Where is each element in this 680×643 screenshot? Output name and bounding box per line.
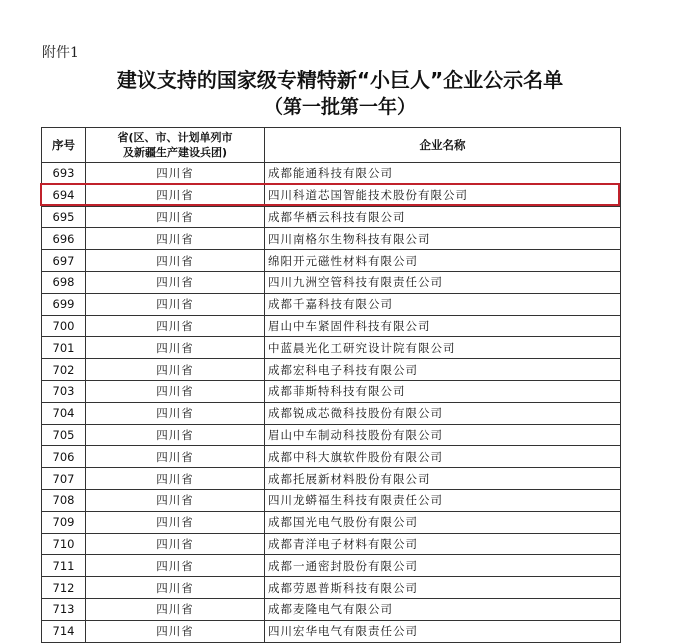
table-row [42, 620, 621, 642]
row-province: 四川省 [86, 359, 265, 381]
table-row [42, 555, 621, 577]
table-row [42, 293, 621, 315]
row-company-name: 眉山中车制动科技股份有限公司 [265, 424, 621, 446]
table-row [42, 250, 621, 272]
row-company-name: 成都劳恩普斯科技有限公司 [265, 577, 621, 599]
row-province: 四川省 [86, 206, 265, 228]
row-province: 四川省 [86, 380, 265, 402]
row-company-name: 成都千嘉科技有限公司 [265, 293, 621, 315]
row-number: 714 [42, 620, 86, 642]
row-province: 四川省 [86, 555, 265, 577]
row-number: 693 [42, 163, 86, 185]
row-number: 706 [42, 446, 86, 468]
row-number: 694 [42, 184, 86, 206]
row-number: 698 [42, 271, 86, 293]
row-province: 四川省 [86, 511, 265, 533]
row-company-name: 四川龙蟒福生科技有限责任公司 [265, 489, 621, 511]
row-province: 四川省 [86, 184, 265, 206]
row-province: 四川省 [86, 293, 265, 315]
table-body [42, 163, 621, 643]
row-number: 708 [42, 489, 86, 511]
table-row [42, 402, 621, 424]
row-province: 四川省 [86, 577, 265, 599]
table-row [42, 359, 621, 381]
table-row [42, 315, 621, 337]
row-company-name: 成都麦隆电气有限公司 [265, 598, 621, 620]
row-number: 696 [42, 228, 86, 250]
row-province: 四川省 [86, 250, 265, 272]
table-row [42, 163, 621, 185]
row-number: 707 [42, 468, 86, 490]
table-row [42, 184, 621, 206]
row-company-name: 成都宏科电子科技有限公司 [265, 359, 621, 381]
table-row [42, 489, 621, 511]
row-number: 695 [42, 206, 86, 228]
table-row [42, 533, 621, 555]
table-row [42, 577, 621, 599]
header-province [86, 128, 265, 163]
row-company-name: 四川南格尔生物科技有限公司 [265, 228, 621, 250]
table-row [42, 598, 621, 620]
row-number: 697 [42, 250, 86, 272]
header-province-line2: 及新疆生产建设兵团) [122, 146, 228, 159]
row-company-name: 中蓝晨光化工研究设计院有限公司 [265, 337, 621, 359]
row-province: 四川省 [86, 163, 265, 185]
row-number: 702 [42, 359, 86, 381]
row-province: 四川省 [86, 533, 265, 555]
row-number: 709 [42, 511, 86, 533]
table-row [42, 446, 621, 468]
row-company-name: 成都华栖云科技有限公司 [265, 206, 621, 228]
row-province: 四川省 [86, 271, 265, 293]
row-number: 699 [42, 293, 86, 315]
row-province: 四川省 [86, 228, 265, 250]
row-province: 四川省 [86, 337, 265, 359]
row-company-name: 四川宏华电气有限责任公司 [265, 620, 621, 642]
row-number: 700 [42, 315, 86, 337]
row-province: 四川省 [86, 468, 265, 490]
attachment-label: 附件1 [42, 45, 79, 61]
row-number: 703 [42, 380, 86, 402]
row-province: 四川省 [86, 315, 265, 337]
document-subtitle: （第一批第一年） [263, 96, 416, 118]
row-number: 705 [42, 424, 86, 446]
row-province: 四川省 [86, 489, 265, 511]
row-company-name: 成都托展新材料股份有限公司 [265, 468, 621, 490]
header-number: 序号 [42, 128, 86, 163]
row-company-name: 眉山中车紧固件科技有限公司 [265, 315, 621, 337]
table-row [42, 271, 621, 293]
row-province: 四川省 [86, 424, 265, 446]
table-row [42, 228, 621, 250]
company-list-table [41, 127, 621, 643]
row-company-name: 成都国光电气股份有限公司 [265, 511, 621, 533]
row-company-name: 四川科道芯国智能技术股份有限公司 [265, 184, 621, 206]
row-company-name: 成都青洋电子材料有限公司 [265, 533, 621, 555]
row-company-name: 成都锐成芯微科技股份有限公司 [265, 402, 621, 424]
row-province: 四川省 [86, 598, 265, 620]
row-company-name: 绵阳开元磁性材料有限公司 [265, 250, 621, 272]
table-row [42, 380, 621, 402]
row-number: 704 [42, 402, 86, 424]
table-row [42, 424, 621, 446]
row-province: 四川省 [86, 620, 265, 642]
row-number: 710 [42, 533, 86, 555]
row-number: 711 [42, 555, 86, 577]
header-province-line1: 省(区、市、计划单列市 [117, 131, 233, 144]
row-company-name: 成都能通科技有限公司 [265, 163, 621, 185]
row-number: 712 [42, 577, 86, 599]
header-company: 企业名称 [265, 128, 621, 163]
table-row [42, 468, 621, 490]
table-header-row [42, 128, 621, 163]
row-province: 四川省 [86, 446, 265, 468]
row-company-name: 成都中科大旗软件股份有限公司 [265, 446, 621, 468]
row-company-name: 成都菲斯特科技有限公司 [265, 380, 621, 402]
row-number: 713 [42, 598, 86, 620]
table-row [42, 337, 621, 359]
row-number: 701 [42, 337, 86, 359]
row-company-name: 四川九洲空管科技有限责任公司 [265, 271, 621, 293]
table-row [42, 511, 621, 533]
document-title: 建议支持的国家级专精特新“小巨人”企业公示名单 [116, 68, 564, 92]
row-company-name: 成都一通密封股份有限公司 [265, 555, 621, 577]
row-province: 四川省 [86, 402, 265, 424]
table-row [42, 206, 621, 228]
